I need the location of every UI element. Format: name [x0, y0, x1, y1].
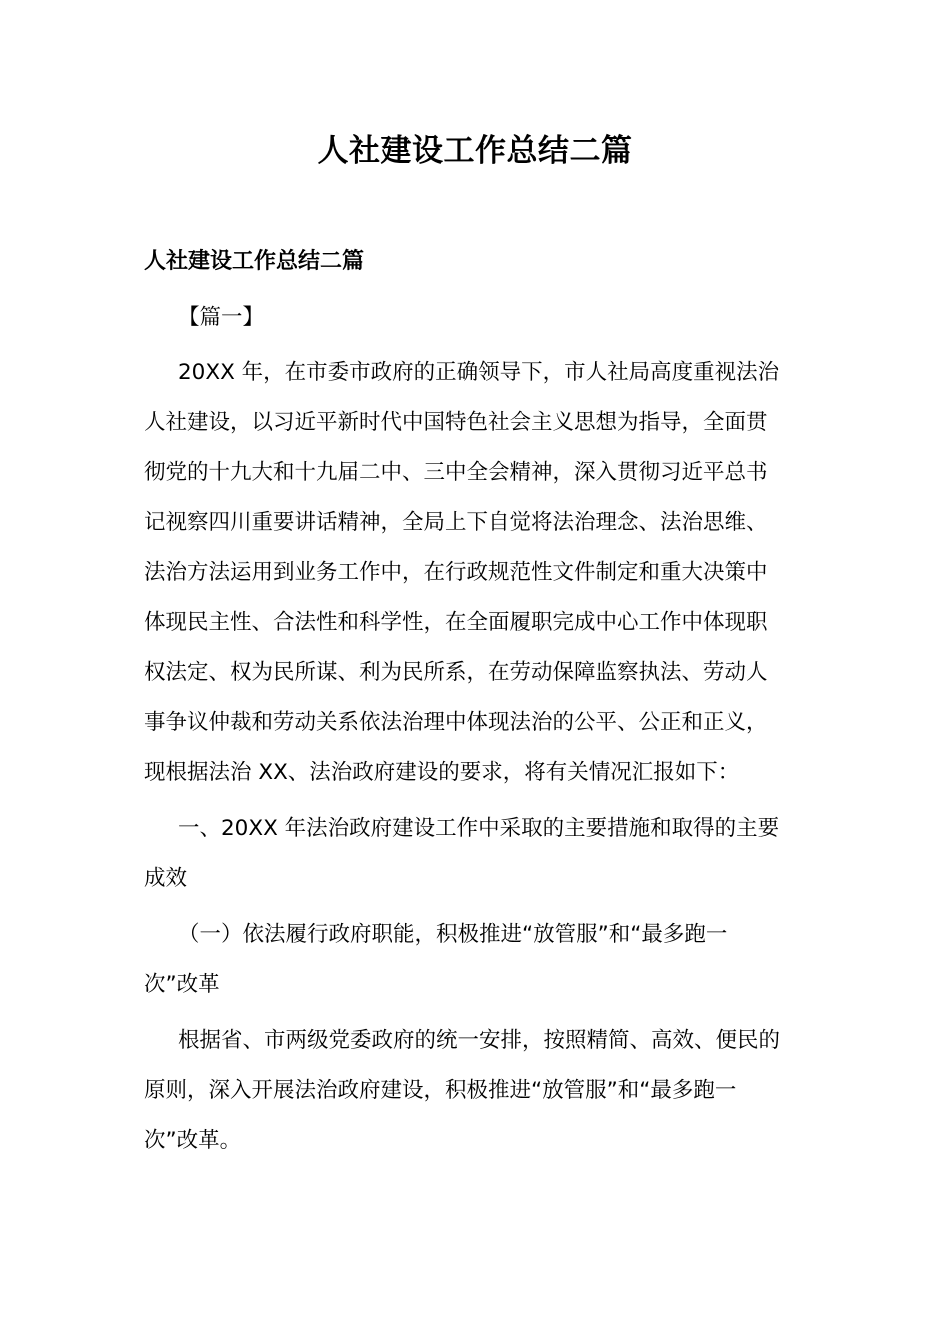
- paragraph-line: 事争议仲裁和劳动关系依法治理中体现法治的公平、公正和正义，: [144, 710, 768, 735]
- paragraph-line: 现根据法治 XX、法治政府建设的要求，将有关情况汇报如下：: [144, 760, 740, 785]
- paragraph-line: 原则，深入开展法治政府建设，积极推进“放管服”和“最多跑一: [144, 1078, 737, 1103]
- part-label: 【篇一】: [178, 305, 265, 330]
- paragraph-line: 记视察四川重要讲话精神，全局上下自觉将法治理念、法治思维、: [144, 510, 768, 535]
- paragraph-line: 人社建设，以习近平新时代中国特色社会主义思想为指导，全面贯: [144, 410, 768, 435]
- paragraph-line: 法治方法运用到业务工作中，在行政规范性文件制定和重大决策中: [144, 560, 768, 585]
- section-heading: 人社建设工作总结二篇: [144, 249, 365, 274]
- subsection-heading-line: 次”改革: [144, 972, 220, 997]
- paragraph-line: 体现民主性、合法性和科学性，在全面履职完成中心工作中体现职: [144, 610, 768, 635]
- paragraph-line: 权法定、权为民所谋、利为民所系，在劳动保障监察执法、劳动人: [144, 660, 768, 685]
- subsection-heading-line: （一）依法履行政府职能，积极推进“放管服”和“最多跑一: [178, 922, 728, 947]
- paragraph-line: 彻党的十九大和十九届二中、三中全会精神，深入贯彻习近平总书: [144, 460, 768, 485]
- section-heading-line: 一、20XX 年法治政府建设工作中采取的主要措施和取得的主要: [178, 816, 780, 841]
- paragraph-line: 根据省、市两级党委政府的统一安排，按照精简、高效、便民的: [178, 1028, 781, 1053]
- paragraph-line: 20XX 年，在市委市政府的正确领导下，市人社局高度重视法治: [178, 360, 780, 385]
- paragraph-line: 次”改革。: [144, 1128, 242, 1153]
- section-heading-line: 成效: [144, 866, 188, 891]
- document-title: 人社建设工作总结二篇: [317, 133, 633, 169]
